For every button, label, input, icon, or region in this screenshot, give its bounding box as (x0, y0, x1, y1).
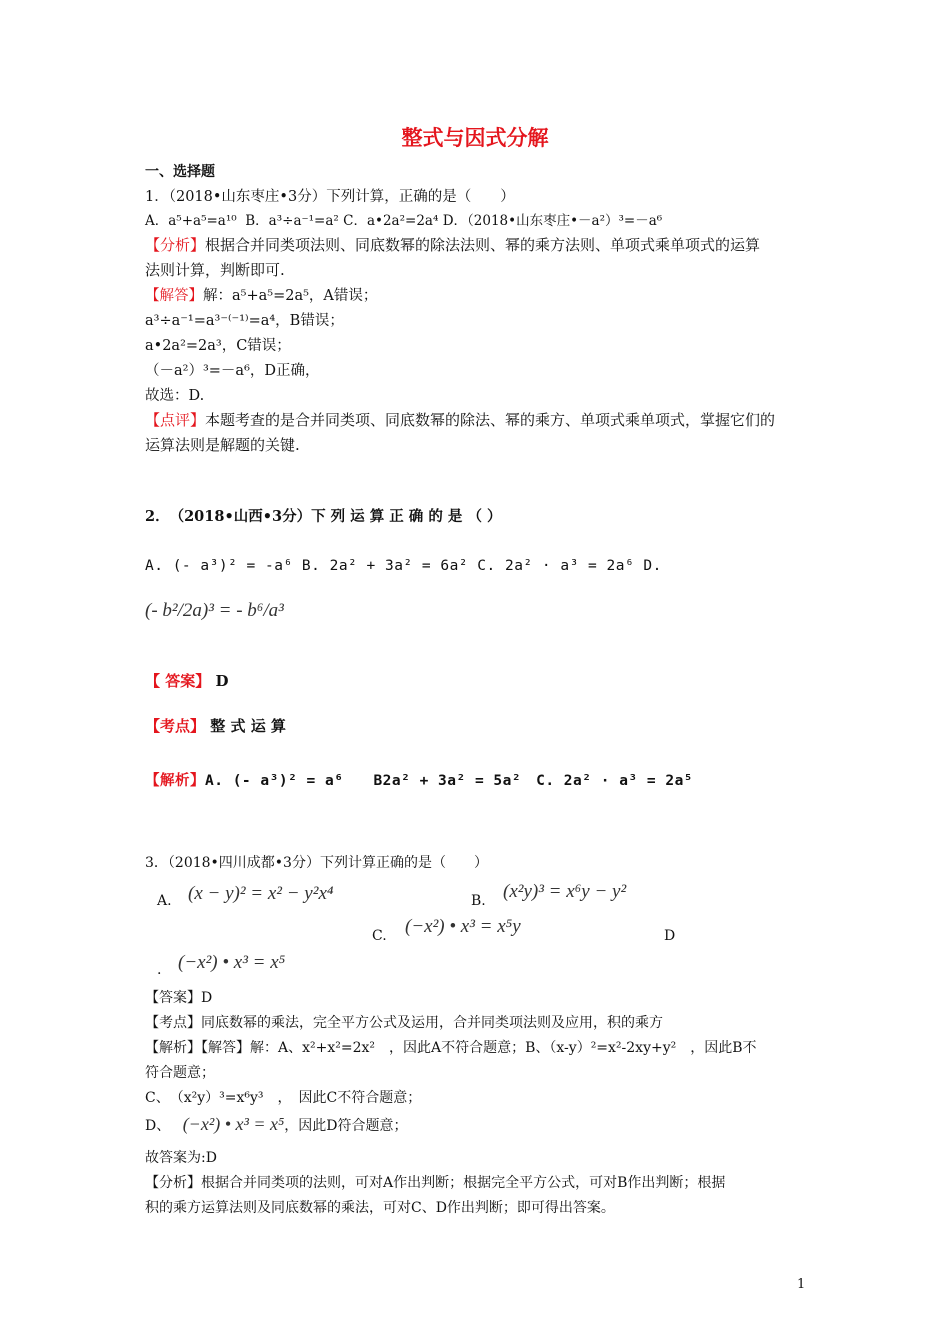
q1-answer-line1 (145, 284, 377, 305)
q3-option-b-label: B. (471, 893, 486, 909)
q1-comment-text: 本题考查的是合并同类项、同底数幂的除法、幂的乘方、单项式乘单项式，掌握它们的 (205, 411, 776, 429)
q1-option-a: A．a⁵+a⁵=a¹⁰ (145, 213, 237, 229)
q3-solution-line3: C、 （x²y）³=x⁶y³ ， 因此C不符合题意； (145, 1090, 422, 1106)
q3-option-d-dot: . (157, 962, 162, 978)
q1-analysis-text: 根据合并同类项法则、同底数幂的除法法则、幂的乘方法则、单项式乘单项式的运算 (205, 236, 761, 254)
q1-option-c: C．a•2a²=2a⁴ (343, 213, 439, 229)
q1-analysis-tag: 【分析】 (145, 236, 206, 254)
q3-option-a-formula: (x − y)² = x² − y²x⁴ (188, 883, 334, 904)
q3-solution-line4 (145, 1114, 408, 1135)
q2-analysis (145, 769, 693, 790)
q1-option-b: B．a³÷a⁻¹=a² (245, 213, 339, 229)
q1-answer-text: 解：a⁵+a⁵=2a⁵，A错误； (203, 288, 378, 304)
q3-option-c-label: C. (372, 928, 387, 944)
q3-solution-line4-suffix: ，因此D符合题意； (284, 1118, 408, 1134)
q3-option-d-label: D (664, 928, 676, 944)
q1-answer-line5: 故选：D. (145, 388, 205, 404)
q2-topic-tag: 【考点】 (145, 717, 206, 735)
q2-analysis-tag: 【解析】 (145, 773, 205, 789)
page-number: 1 (797, 1277, 806, 1292)
q3-solution-line4-prefix: D、 (145, 1118, 171, 1134)
q3-answer: 【答案】D (145, 990, 213, 1006)
q3-option-a-label: A. (157, 893, 172, 909)
q2-answer-value: D (215, 672, 229, 690)
q2-analysis-value: A. (- a³)² = a⁶ B2a² + 3a² = 5a² C. 2a² · a³ = 2a⁵ (205, 773, 694, 789)
q2-answer-tag: 【 答案】 (145, 672, 211, 690)
section-heading: 一、选择题 (145, 164, 215, 180)
q3-option-c-formula: (−x²) • x³ = x⁵y (405, 916, 521, 937)
q1-analysis-line1 (145, 234, 760, 255)
q3-solution-line4-formula: (−x²) • x³ = x⁵ (182, 1114, 285, 1134)
q1-option-d: D．（2018•山东枣庄•－a²）³=－a⁶ (442, 213, 663, 229)
q2-topic (145, 715, 286, 736)
q3-analysis-line2: 积的乘方运算法则及同底数幂的乘法，可对C、D作出判断；即可得出答案。 (145, 1200, 615, 1216)
q3-solution-line2: 符合题意； (145, 1065, 215, 1081)
page-title: 整式与因式分解 (401, 126, 549, 150)
q3-stem: 3．（2018•四川成都•3分）下列计算正确的是（ ） (145, 855, 488, 871)
q3-option-b-formula: (x²y)³ = x⁶y − y² (503, 881, 627, 902)
q2-answer (145, 670, 228, 691)
q3-analysis-line1: 【分析】根据合并同类项的法则，可对A作出判断；根据完全平方公式，可对B作出判断；根据 (145, 1175, 726, 1191)
q2-topic-value: 整 式 运 算 (210, 717, 286, 735)
q1-stem: 1．（2018•山东枣庄•3分）下列计算，正确的是（ ） (145, 189, 515, 205)
q3-solution-line1: 【解析】【解答】解：A、x²+x²=2x² ，因此A不符合题意；B、（x-y）²=x²-2xy+y² ，因此B不 (145, 1040, 757, 1056)
q2-options: A. (- a³)² = -a⁶ B. 2a² + 3a² = 6a² C. 2a² · a³ = 2a⁶ D. (145, 558, 662, 574)
q1-answer-line4: （－a²）³=－a⁶，D正确， (145, 363, 320, 379)
q1-options (145, 209, 662, 229)
q2-stem: 2． （2018•山西•3分）下 列 运 算 正 确 的 是 （ ） (145, 508, 502, 525)
q1-analysis-line2: 法则计算，判断即可. (145, 261, 285, 279)
q1-answer-tag: 【解答】 (145, 288, 203, 304)
q1-comment-tag: 【点评】 (145, 411, 206, 429)
q3-solution-line5: 故答案为:D (145, 1150, 217, 1166)
q1-answer-line2: a³÷a⁻¹=a³⁻⁽⁻¹⁾=a⁴，B错误； (145, 313, 344, 329)
q3-option-d-formula: (−x²) • x³ = x⁵ (178, 952, 286, 973)
q3-topic: 【考点】同底数幂的乘法，完全平方公式及运用，合并同类项法则及应用，积的乘方 (145, 1015, 663, 1031)
q1-answer-line3: a•2a²=2a³，C错误； (145, 338, 291, 354)
q1-comment-line2: 运算法则是解题的关键. (145, 436, 300, 454)
q2-option-d-formula: (- b²/2a)³ = - b⁶/a³ (145, 600, 284, 621)
q1-comment-line1 (145, 409, 775, 430)
